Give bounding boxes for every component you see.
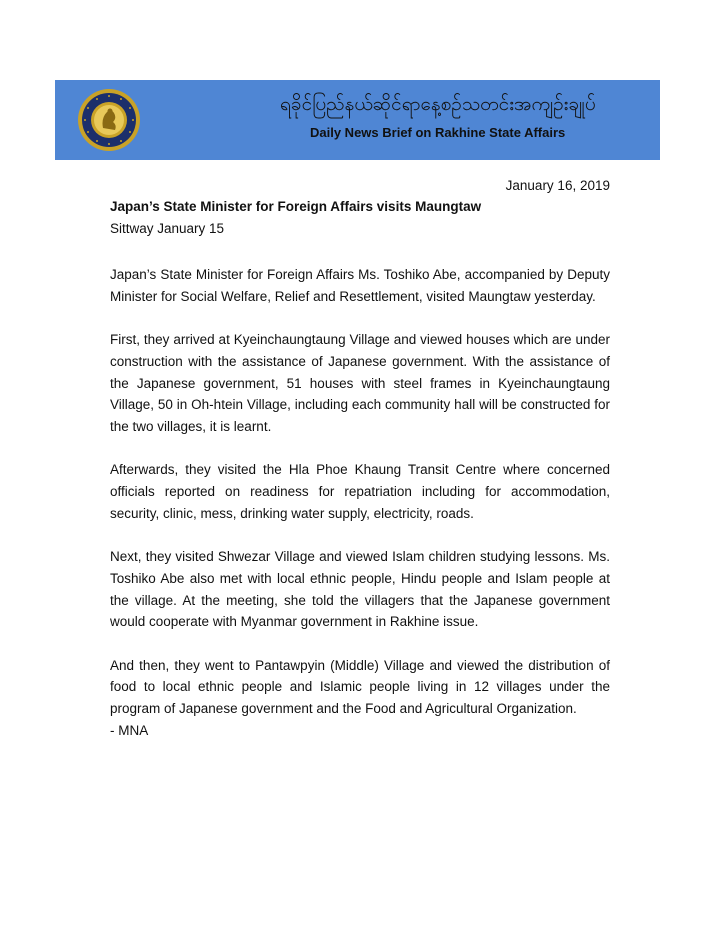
- article-paragraph: And then, they went to Pantawpyin (Middle) Village and viewed the distribution of food to local ethnic people and Islamic people living in 12 villages under the program of Japanese government and the Food and Agricultural Organization.: [110, 657, 610, 716]
- article-paragraph: Japan’s State Minister for Foreign Affairs Ms. Toshiko Abe, accompanied by Deputy Minister for Social Welfare, Relief and Resettlement, visited Maungtaw yesterday.: [110, 267, 610, 304]
- article-paragraph: Next, they visited Shwezar Village and viewed Islam children studying lessons. Ms. Toshiko Abe also met with local ethnic people, Hindu people and Islam people at the village. At the meeting, she told the villagers that the Japanese government would cooperate with Myanmar government in Rakhine issue.: [110, 549, 610, 630]
- article-dateline: Sittway January 15: [110, 221, 225, 236]
- ministry-seal-icon: [77, 88, 141, 152]
- article-paragraph: Afterwards, they visited the Hla Phoe Khaung Transit Centre where concerned officials reported on readiness for repatriation including for accommodation, security, clinic, mess, drinking water supply, electricity, roads.: [110, 462, 610, 521]
- banner-title-english: Daily News Brief on Rakhine State Affairs: [310, 125, 566, 140]
- article-date: January 16, 2019: [505, 178, 610, 193]
- banner-title-burmese: ရခိုင်ပြည်နယ်ဆိုင်ရာနေ့စဉ်သတင်းအကျဉ်းချုပ်: [280, 93, 596, 115]
- article-paragraph: First, they arrived at Kyeinchaungtaung Village and viewed houses which are under construction with the assistance of Japanese government. With the assistance of the Japanese government, 51 houses with steel frames in Kyeinchaungtaung Village, 50 in Oh-htein Village, including each community hall will be constructed for the two villages, it is learnt.: [110, 332, 610, 434]
- article-headline: Japan’s State Minister for Foreign Affairs visits Maungtaw: [110, 199, 482, 214]
- article-body: [110, 264, 610, 741]
- article-signoff: - MNA: [110, 722, 149, 738]
- header-banner: [55, 80, 660, 160]
